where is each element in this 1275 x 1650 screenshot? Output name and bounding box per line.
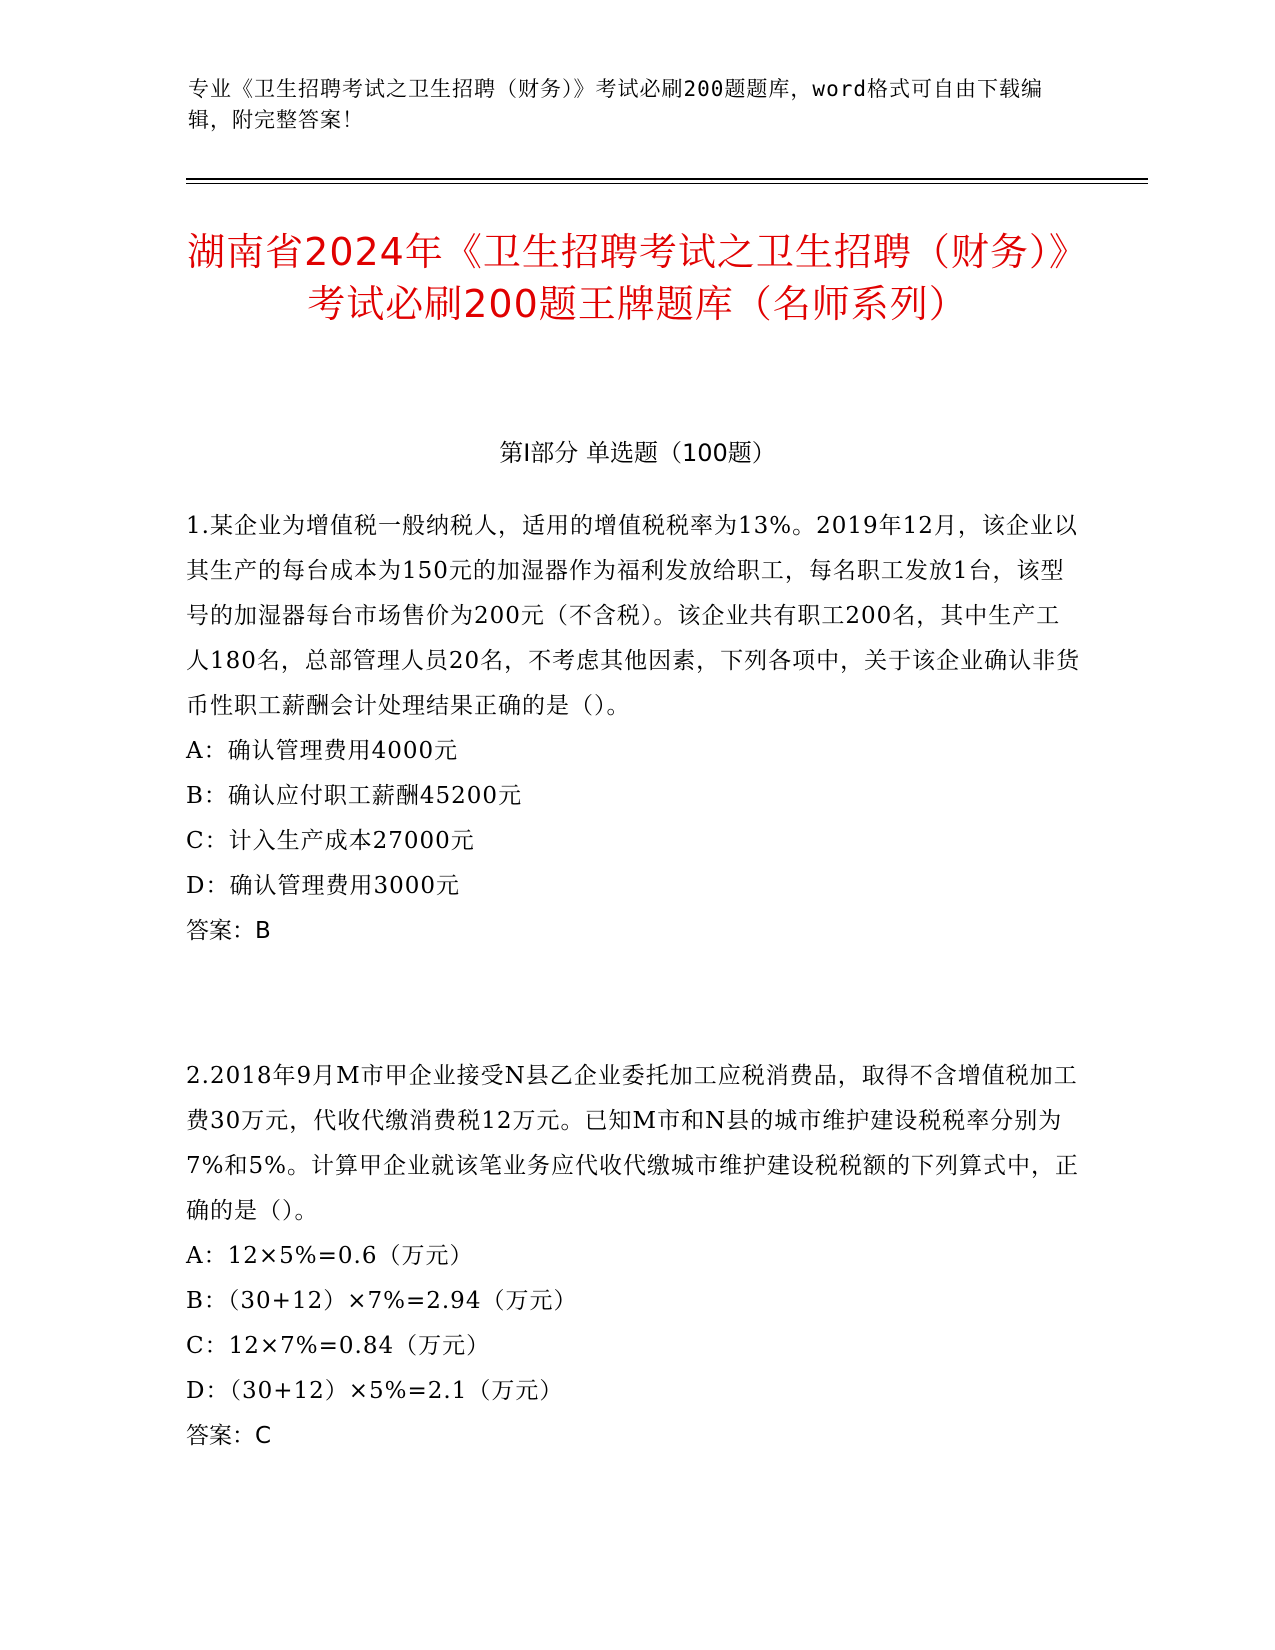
answer: 答案：B [186,918,271,944]
question-2 [186,1054,1081,1459]
option-a: A：12×5%=0.6（万元） [186,1243,474,1269]
question-1 [186,504,1081,954]
header-rule-thin [186,183,1148,184]
option-b: B：确认应付职工薪酬45200元 [186,783,523,809]
header-note: 专业《卫生招聘考试之卫生招聘（财务）》考试必刷200题题库，word格式可自由下载编辑，附完整答案！ [188,77,1043,132]
section-title: 第I部分 单选题（100题） [499,439,776,467]
option-c: C：计入生产成本27000元 [186,828,475,854]
document-title: 湖南省2024年《卫生招聘考试之卫生招聘（财务）》考试必刷200题王牌题库（名师系列） [187,230,1088,326]
option-b: B：（30+12）×7%=2.94（万元） [186,1288,578,1314]
option-d: D：（30+12）×5%=2.1（万元） [186,1378,564,1404]
option-a: A：确认管理费用4000元 [186,738,459,764]
option-d: D：确认管理费用3000元 [186,873,460,899]
header-rule-thick [186,178,1148,180]
question-stem: 1.某企业为增值税一般纳税人，适用的增值税税率为13%。2019年12月，该企业以其生产的每台成本为150元的加湿器作为福利发放给职工，每名职工发放1台，该型号的加湿器每台市场售价为200元（不含税）。该企业共有职工200名，其中生产工人180名，总部管理人员20名，不考虑其他因素，下列各项中，关于该企业确认非货币性职工薪酬会计处理结果正确的是（）。 [186,513,1081,719]
question-stem: 2.2018年9月M市甲企业接受N县乙企业委托加工应税消费品，取得不含增值税加工费30万元，代收代缴消费税12万元。已知M市和N县的城市维护建设税税率分别为7%和5%。计算甲企业就该笔业务应代收代缴城市维护建设税税额的下列算式中，正确的是（）。 [186,1063,1079,1224]
answer: 答案：C [186,1423,272,1449]
option-c: C：12×7%=0.84（万元） [186,1333,491,1359]
